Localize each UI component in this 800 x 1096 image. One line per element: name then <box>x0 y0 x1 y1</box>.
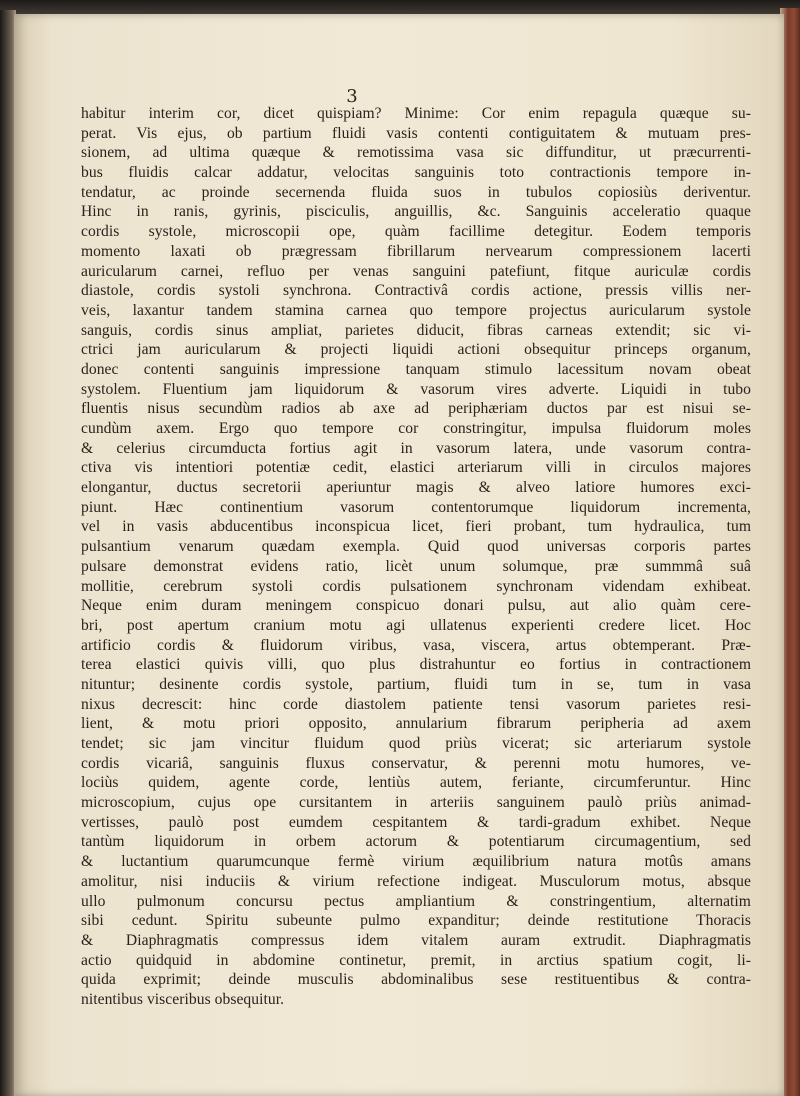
text-line: sibi cedunt. Spiritu subeunte pulmo expanditur; deinde restitutione Thoracis <box>81 912 751 930</box>
text-line: microscopium, cujus ope cursitantem in arteriis sanguinem paulò priùs animad- <box>81 794 751 812</box>
text-line: ctrici jam auricularum & projecti liquidi actioni obsequitur princeps organum, <box>81 341 751 359</box>
text-line: ctiva vis intentiori potentiæ cedit, elastici arteriarum villi in circulos majores <box>81 459 751 477</box>
text-line: sanguis, cordis sinus ampliat, parietes diducit, fibras carneas extendit; sic vi- <box>81 321 751 339</box>
text-line: cordis vicariâ, sanguinis fluxus conservatur, & perenni motu humores, ve- <box>81 754 751 772</box>
text-line: bri, post apertum cranium motu agi ullatenus experienti credere licet. Hoc <box>81 616 751 634</box>
text-line: vertisses, paulò post eumdem cespitantem & tardi-gradum exhibet. Neque <box>81 813 751 831</box>
text-line: diastole, cordis systoli synchrona. Contractivâ cordis actione, pressis villis ner- <box>81 282 751 300</box>
text-line: bus fluidis calcar addatur, velocitas sanguinis toto contractionis tempore in- <box>81 164 751 182</box>
text-line: donec contenti sanguinis impressione tanquam stimulo lacessitum novam obeat <box>81 360 751 378</box>
text-line: & luctantium quarumcunque fermè virium æquilibrium natura motûs amans <box>81 853 751 871</box>
text-line: amolitur, nisi induciis & virium refectione indigeat. Musculorum motus, absque <box>81 872 751 890</box>
text-line: nixus decrescit: hinc corde diastolem patiente tensi vasorum parietes resi- <box>81 695 751 713</box>
text-line: lient, & motu priori opposito, annularium fibrarum peripheria ad axem <box>81 715 751 733</box>
text-line: pulsare demonstrat evidens ratio, licèt unum solumque, præ summmâ suâ <box>81 557 751 575</box>
text-line: momento laxati ob prægressam fibrillarum nervearum compressionem lacerti <box>81 242 751 260</box>
text-line: & celerius circumducta fortius agit in vasorum latera, unde vasorum contra- <box>81 439 751 457</box>
text-line: ullo pulmonum concursu pectus ampliantium & constringentium, alternatim <box>81 892 751 910</box>
page-number: 3 <box>346 86 358 107</box>
text-line: actio quidquid in abdomine continetur, premit, in arctius spatium cogit, li- <box>81 951 751 969</box>
text-line: nitentibus visceribus obsequitur. <box>81 990 285 1008</box>
text-line: Hinc in ranis, gyrinis, pisciculis, anguillis, &c. Sanguinis acceleratio quaque <box>81 203 751 221</box>
text-line: quida exprimit; deinde musculis abdominalibus sese restituentibus & contra- <box>81 971 751 989</box>
text-line: tantùm liquidorum in orbem actorum & potentiarum circumagentium, sed <box>81 833 751 851</box>
text-line: systolem. Fluentium jam liquidorum & vasorum vires adverte. Liquidi in tubo <box>81 380 751 398</box>
text-line: lociùs quidem, agente corde, lentiùs autem, feriante, circumferuntur. Hinc <box>81 774 751 792</box>
text-line: & Diaphragmatis compressus idem vitalem auram extrudit. Diaphragmatis <box>81 931 751 949</box>
text-line: habitur interim cor, dicet quispiam? Minime: Cor enim repagula quæque su- <box>81 105 751 122</box>
text-line: elongantur, ductus secretorii aperiuntur magis & alveo latiore humores exci- <box>81 479 751 497</box>
body-text <box>81 104 751 1010</box>
book-page <box>14 14 784 1096</box>
text-line: piunt. Hæc continentium vasorum contentorumque liquidorum incrementa, <box>81 498 751 516</box>
text-line: perat. Vis ejus, ob partium fluidi vasis contenti contiguitatem & mutuam pres- <box>81 124 751 142</box>
text-line: cordis systole, microscopii ope, quàm facillime detegitur. Eodem temporis <box>81 223 751 241</box>
text-line: mollitie, cerebrum systoli cordis pulsationem synchronam videndam exhibeat. <box>81 577 751 595</box>
text-line: terea elastici quivis villi, quo plus distrahuntur eo fortius in contractionem <box>81 656 751 674</box>
text-line: nituntur; desinente cordis systole, partium, fluidi tum in se, tum in vasa <box>81 675 751 693</box>
text-line: pulsantium venarum quædam exempla. Quid quod universas corporis partes <box>81 538 751 556</box>
text-line: sionem, ad ultima quæque & remotissima vasa sic diffunditur, ut præcurrenti- <box>81 144 751 162</box>
text-line: vel in vasis abducentibus inconspicua licet, fieri probant, tum hydraulica, tum <box>81 518 751 536</box>
text-line: artificio cordis & fluidorum viribus, vasa, viscera, artus obtemperant. Præ- <box>81 636 751 654</box>
text-line: fluentis nisus secundùm radios ab axe ad periphæriam ductos par est nisui se- <box>81 400 751 418</box>
text-line: cundùm axem. Ergo quo tempore cor constringitur, impulsa fluidorum moles <box>81 420 751 437</box>
text-line: veis, laxantur tandem stamina carnea quo tempore projectus auricularum systole <box>81 301 751 319</box>
text-line: Neque enim duram meningem conspicuo donari pulsu, aut alio quàm cere- <box>81 597 751 615</box>
text-line: auricularum carnei, refluo per venas sanguini patefiunt, fitque auriculæ cordis <box>81 262 751 280</box>
text-line: tendet; sic jam vincitur fluidum quod priùs vicerat; sic arteriarum systole <box>81 735 751 752</box>
text-line: tendatur, ac proinde secernenda fluida suos in tubulos copiosiùs deriventur. <box>81 183 751 201</box>
